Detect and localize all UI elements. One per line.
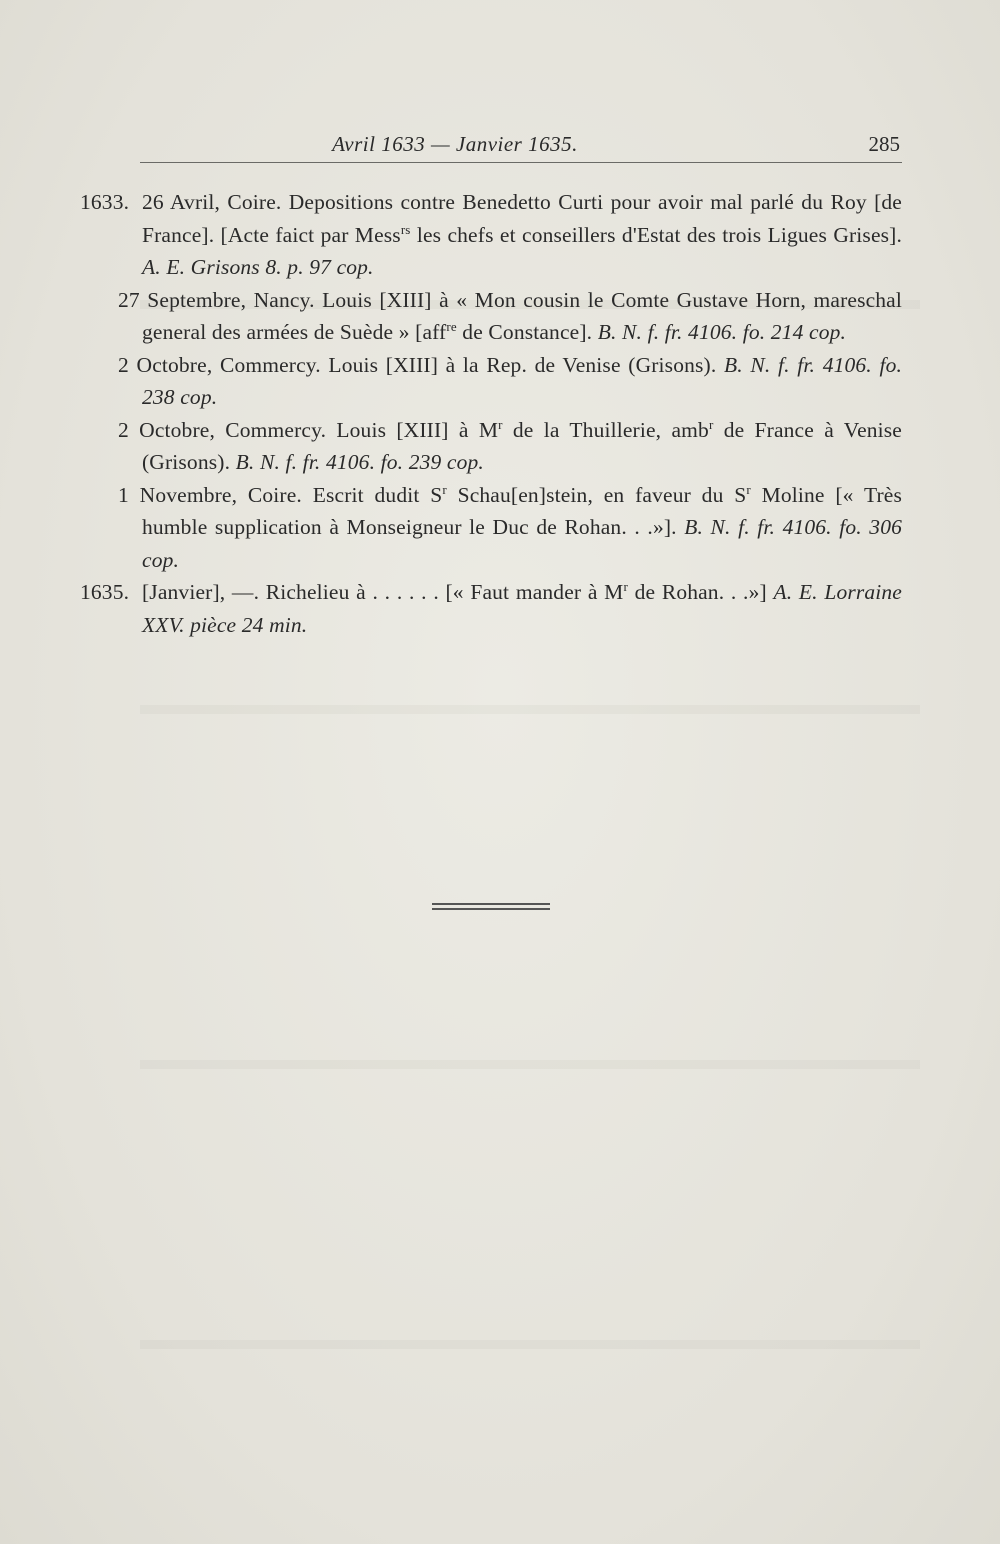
entry-text-cont: les chefs et conseillers d'Estat des trois Ligues Grises]. xyxy=(410,222,902,247)
entry-text: 2 Octobre, Commercy. Louis [XIII] à M xyxy=(118,417,499,442)
bleed-through-band xyxy=(140,1340,920,1349)
archive-reference: A. E. Grisons 8. p. 97 cop. xyxy=(142,255,374,279)
entry xyxy=(80,479,902,577)
superscript: r xyxy=(746,481,751,497)
superscript: r xyxy=(708,416,714,432)
end-double-rule xyxy=(432,903,550,909)
bleed-through-band xyxy=(140,1060,920,1069)
archive-reference: B. N. f. fr. 4106. fo. 214 cop. xyxy=(597,320,847,344)
superscript: r xyxy=(442,481,447,497)
entry-text-cont: Moline [« Très humble supplication à Monseigneur le Duc de Rohan. . .»]. xyxy=(142,482,902,539)
entry-year: 1633. xyxy=(80,190,130,214)
running-head xyxy=(140,128,900,162)
superscript: re xyxy=(446,319,457,334)
entry-text-cont: Schau[en]stein, en faveur du S xyxy=(446,482,747,507)
header-rule xyxy=(140,162,902,163)
archive-reference: B. N. f. fr. 4106. fo. 306 cop. xyxy=(142,515,903,572)
entry xyxy=(80,576,902,641)
archive-reference: B. N. f. fr. 4106. fo. 238 cop. xyxy=(142,352,902,409)
archive-reference: A. E. Lorraine XXV. pièce 24 min. xyxy=(142,580,903,637)
entry-list xyxy=(80,186,902,641)
entry-text: 26 Avril, Coire. Depositions contre Benedetto Curti pour avoir mal parlé du Roy [de France]. [Acte faict par Mess xyxy=(142,190,902,247)
entry-text: 1 Novembre, Coire. Escrit dudit S xyxy=(118,482,443,507)
superscript: r xyxy=(623,579,628,594)
entry xyxy=(80,186,902,284)
entry-text: 2 Octobre, Commercy. Louis [XIII] à la Rep. de Venise (Grisons). xyxy=(118,352,724,377)
page-number: 285 xyxy=(868,132,900,156)
entry xyxy=(80,414,902,479)
entry-text-cont: de France à Venise (Grisons). xyxy=(142,417,902,474)
superscript: rs xyxy=(400,221,411,237)
entry-year: 1635. xyxy=(80,580,130,604)
entry xyxy=(80,284,902,349)
entry-text-cont: de Rohan. . .»] xyxy=(627,580,774,604)
rule-line xyxy=(432,903,550,905)
bleed-through-band xyxy=(140,705,920,714)
entry-text-cont: de Constance]. xyxy=(456,320,598,344)
archive-reference: B. N. f. fr. 4106. fo. 239 cop. xyxy=(235,450,484,474)
running-head-title: Avril 1633 — Janvier 1635. xyxy=(332,132,578,156)
entry xyxy=(80,349,902,414)
superscript: r xyxy=(498,416,503,432)
entry-text-cont: de la Thuillerie, amb xyxy=(502,417,709,442)
entry-text: 27 Septembre, Nancy. Louis [XIII] à « Mon cousin le Comte Gustave Horn, mareschal general des armées de Suède » [aff xyxy=(118,287,902,344)
entry-text: [Janvier], —. Richelieu à . . . . . . [« Faut mander à M xyxy=(142,580,624,604)
rule-line xyxy=(432,908,550,910)
